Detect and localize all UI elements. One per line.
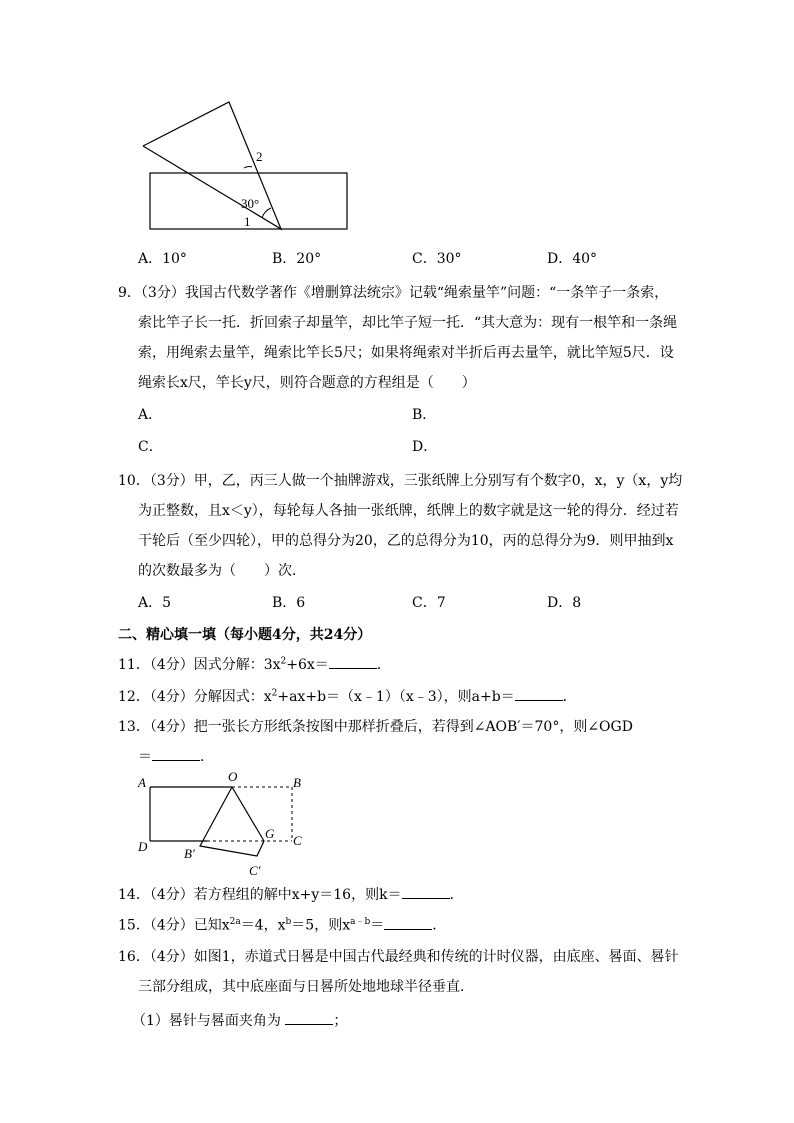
q9-option-a: A． <box>138 407 163 423</box>
folded-part <box>200 787 264 856</box>
q10-line-4: 的次数最多为（ ）次． <box>138 563 306 579</box>
q13-line-1: 13．（4分）把一张长方形纸条按图中那样折叠后，若得到∠AOB′＝70°，则∠OGD <box>118 719 633 735</box>
q16-sub-1-prefix: （1）晷针与晷面夹角为 <box>132 1013 286 1029</box>
point-label-g: G <box>265 826 275 841</box>
q15-part-a: 15．（4分）已知x <box>118 917 230 934</box>
q16-line-2: 三部分组成，其中底座面与日晷所处地地球半径垂直． <box>138 979 474 995</box>
q13-line-2 <box>138 746 214 766</box>
q11-exponent: 2 <box>280 656 287 667</box>
q10-option-c: C．7 <box>412 595 446 611</box>
angle-1-arc <box>262 208 271 218</box>
figure-triangle <box>143 102 281 229</box>
q15-exponent-2: b <box>285 917 292 927</box>
q9-line-1: 9．（3分）我国古代数学著作《增删算法统宗》记载“绳索量竿”问题：“一条竿子一条索， <box>118 285 669 301</box>
point-label-b: B <box>293 775 301 790</box>
q9-line-4: 绳索长x尺，竿长y尺，则符合题意的方程组是（ ） <box>138 375 476 391</box>
q9-option-c: C． <box>138 439 163 455</box>
angle-label-1: 1 <box>244 214 251 229</box>
q11 <box>118 654 391 674</box>
q14-answer-blank[interactable] <box>402 884 450 899</box>
point-label-c: C <box>293 833 302 848</box>
q16-line-1: 16．（4分）如图1，赤道式日晷是中国古代最经典和传统的计时仪器，由底座、晷面、晷针 <box>118 949 679 965</box>
q8-option-a: A．10° <box>138 251 187 267</box>
q9-option-b: B． <box>412 407 437 423</box>
q14 <box>118 884 464 904</box>
q15-suffix: ． <box>432 917 447 934</box>
q12 <box>118 686 577 706</box>
figure-angle-diagram <box>135 100 365 235</box>
point-label-c-prime: C′ <box>249 863 261 878</box>
q16-answer-blank[interactable] <box>285 1010 333 1025</box>
q10-line-1: 10．（3分）甲，乙，丙三人做一个抽牌游戏，三张纸牌上分别写有个数字0，x，y（x，y均 <box>118 473 683 489</box>
q16-sub-1 <box>132 1010 347 1030</box>
q11-answer-blank[interactable] <box>329 654 377 669</box>
angle-label-2: 2 <box>256 149 263 164</box>
section-2-heading: 二、精心填一填（每小题4分，共24分） <box>118 627 372 643</box>
q9-option-d: D． <box>412 439 438 455</box>
q11-prefix: 11．（4分）因式分解：3x <box>118 657 281 673</box>
q15-part-d: ＝ <box>370 917 385 934</box>
figure-folded-strip <box>130 768 330 880</box>
q10-line-3: 干轮后（至少四轮），甲的总得分为20，乙的总得分为10，丙的总得分为9．则甲抽到x <box>138 533 674 549</box>
q10-option-d: D．8 <box>547 595 582 611</box>
q15-part-c: ＝5，则x <box>291 917 351 934</box>
q10-option-a: A．5 <box>138 595 172 611</box>
q12-suffix: ． <box>562 689 577 705</box>
q14-prefix: 14．（4分）若方程组的解中x+y＝16，则k＝ <box>118 887 402 903</box>
angle-2-arc <box>244 167 252 168</box>
q15-answer-blank[interactable] <box>384 915 432 930</box>
q8-option-d: D．40° <box>547 251 598 267</box>
q12-exponent: 2 <box>271 688 278 699</box>
q10-option-b: B．6 <box>272 595 306 611</box>
q15-exponent-3: a﹣b <box>350 917 371 927</box>
point-label-b-prime: B′ <box>184 846 195 861</box>
q14-suffix: ． <box>449 887 464 903</box>
q12-prefix: 12．（4分）分解因式：x <box>118 689 272 705</box>
point-label-o: O <box>228 769 238 784</box>
q13-answer-blank[interactable] <box>152 746 200 761</box>
q15 <box>118 914 446 935</box>
q15-part-b: ＝4，x <box>240 917 286 934</box>
angle-label-30: 30° <box>241 196 260 211</box>
q13-line-2-suffix: ． <box>200 749 214 765</box>
q13-line-2-prefix: ＝ <box>138 749 152 765</box>
point-label-a: A <box>138 775 146 790</box>
q8-option-b: B．20° <box>272 251 322 267</box>
q9-line-2: 索比竿子长一托．折回索子却量竿，却比竿子短一托．“其大意为：现有一根竿和一条绳 <box>138 315 678 331</box>
q11-mid: +6x＝ <box>286 657 329 673</box>
q16-sub-1-suffix: ； <box>333 1013 348 1029</box>
q10-line-2: 为正整数，且x＜y），每轮每人各抽一张纸牌，纸牌上的数字就是这一轮的得分．经过若 <box>138 503 679 519</box>
point-label-d: D <box>138 839 148 854</box>
q9-line-3: 索，用绳索去量竿，绳索比竿长5尺；如果将绳索对半折后再去量竿，就比竿短5尺．设 <box>138 345 674 361</box>
q12-answer-blank[interactable] <box>515 686 563 701</box>
q15-exponent-1: 2a <box>229 917 241 927</box>
q8-option-c: C．30° <box>412 251 462 267</box>
q12-mid: +ax+b＝（x﹣1）（x﹣3），则a+b＝ <box>277 689 515 705</box>
q11-suffix: ． <box>376 657 391 673</box>
